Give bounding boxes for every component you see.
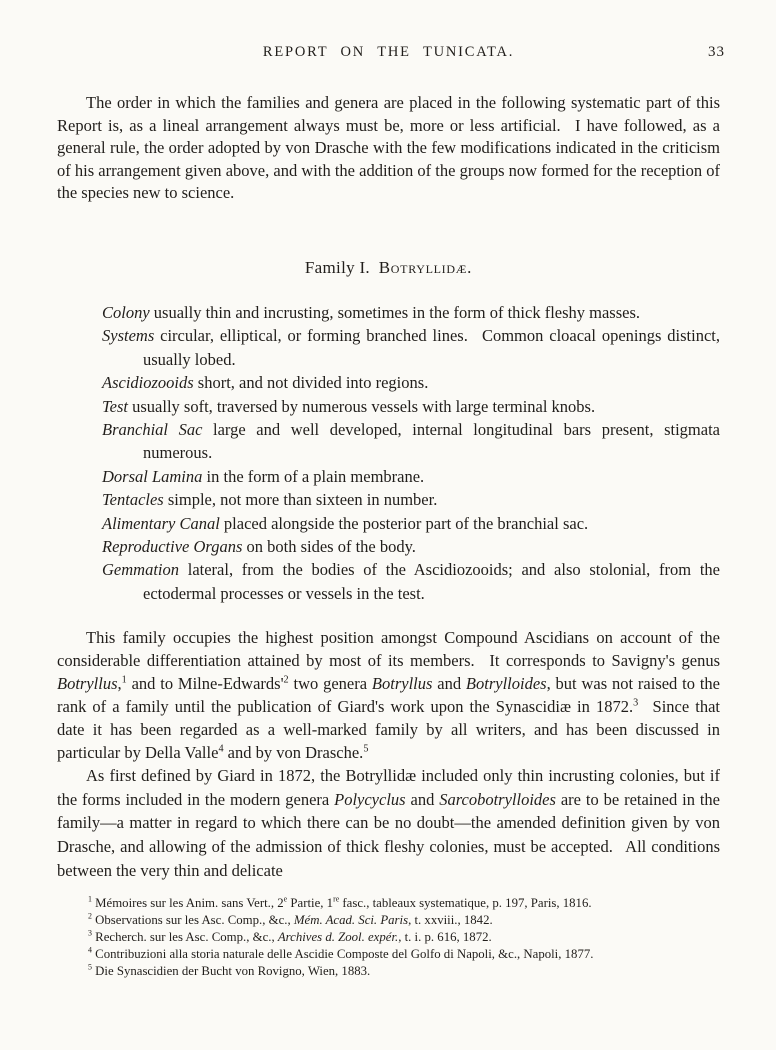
definition-item-gemmation: Gemmation lateral, from the bodies of the Ascidiozooids; and also stolonial, from the ectodermal processes or vessels in the test. <box>102 560 720 603</box>
footnotes <box>88 895 720 980</box>
definition-item-colony: Colony usually thin and incrusting, sometimes in the form of thick fleshy masses. <box>102 302 641 322</box>
footnote-1: $^1$ Mémoires sur les Anim. sans Vert., 2e Partie, 1re fasc., tableaux systematique, p. 197, Paris, 1816. <box>88 894 592 911</box>
running-title: REPORT ON THE TUNICATA. <box>262 44 515 60</box>
page-number: 33 <box>708 44 725 60</box>
paragraph-intro: The order in which the families and genera are placed in the following systematic part of this Report is, as a lineal arrangement always must be, more or less artificial. I have followed, as a general rule, the order adopted by von Drasche with the few modifications indicated in the criticism of his arrangement given above, and with the addition of the groups now formed for the reception of the species new to science. <box>57 93 720 203</box>
family-heading: Family I. Botryllidæ. <box>304 257 473 277</box>
definition-list <box>102 301 720 605</box>
footnote-2: $^2$ Observations sur les Asc. Comp., &c., Mém. Acad. Sci. Paris, t. xxviii., 1842. <box>88 911 493 928</box>
definition-item-branchial-sac: Branchial Sac large and well developed, internal longitudinal bars present, stigmata numerous. <box>102 420 720 463</box>
footnote-3: $^3$ Recherch. sur les Asc. Comp., &c., Archives d. Zool. expér., t. i. p. 616, 1872. <box>88 928 492 945</box>
text-block <box>57 92 720 980</box>
definition-item-tentacles: Tentacles simple, not more than sixteen in number. <box>102 490 438 510</box>
definition-item-reproductive-organs: Reproductive Organs on both sides of the body. <box>102 537 416 557</box>
definition-item-dorsal-lamina: Dorsal Lamina in the form of a plain membrane. <box>102 466 425 486</box>
definition-item-alimentary-canal: Alimentary Canal placed alongside the posterior part of the branchial sac. <box>102 513 589 533</box>
definition-item-ascidiozooids: Ascidiozooids short, and not divided into regions. <box>102 373 429 393</box>
footnote-5: $^5$ Die Synascidien der Bucht von Rovigno, Wien, 1883. <box>88 962 371 978</box>
paragraph-amended-definition: As first defined by Giard in 1872, the Botryllidæ included only thin incrusting colonies, but if the forms included in the modern genera Polycyclus and Sarcobotrylloides are to be retained in the family—a matter in regard to which there can be no doubt—the amended definition given by von Drasche, and allowing of the admission of thick fleshy colonies, must be accepted. All conditions between the very thin and delicate <box>57 766 720 880</box>
page-header <box>57 44 725 62</box>
definition-item-test: Test usually soft, traversed by numerous vessels with large terminal knobs. <box>102 396 596 416</box>
footnote-4: $^4$ Contribuzioni alla storia naturale delle Ascidie Composte del Golfo di Napoli, &c., Napoli, 1877. <box>88 945 594 961</box>
paragraph-history: This family occupies the highest position amongst Compound Ascidians on account of the considerable differentiation attained by most of its members. It corresponds to Savigny's genus Botryllus,$^1$ and to Milne-$Edwards'^2$ two genera Botryllus and Botrylloides, but was not raised to the rank of a family until the publication of Giard's work upon the Synascidiæ in 1872.$^3$ Since that date it has been regarded as a well-marked family by all writers, and has been discussed in particular by Della Valle$^4$ and by von Drasche.$^5$ <box>57 628 720 763</box>
definition-item-systems: Systems circular, elliptical, or forming branched lines. Common cloacal openings distinct, usually lobed. <box>102 326 720 369</box>
